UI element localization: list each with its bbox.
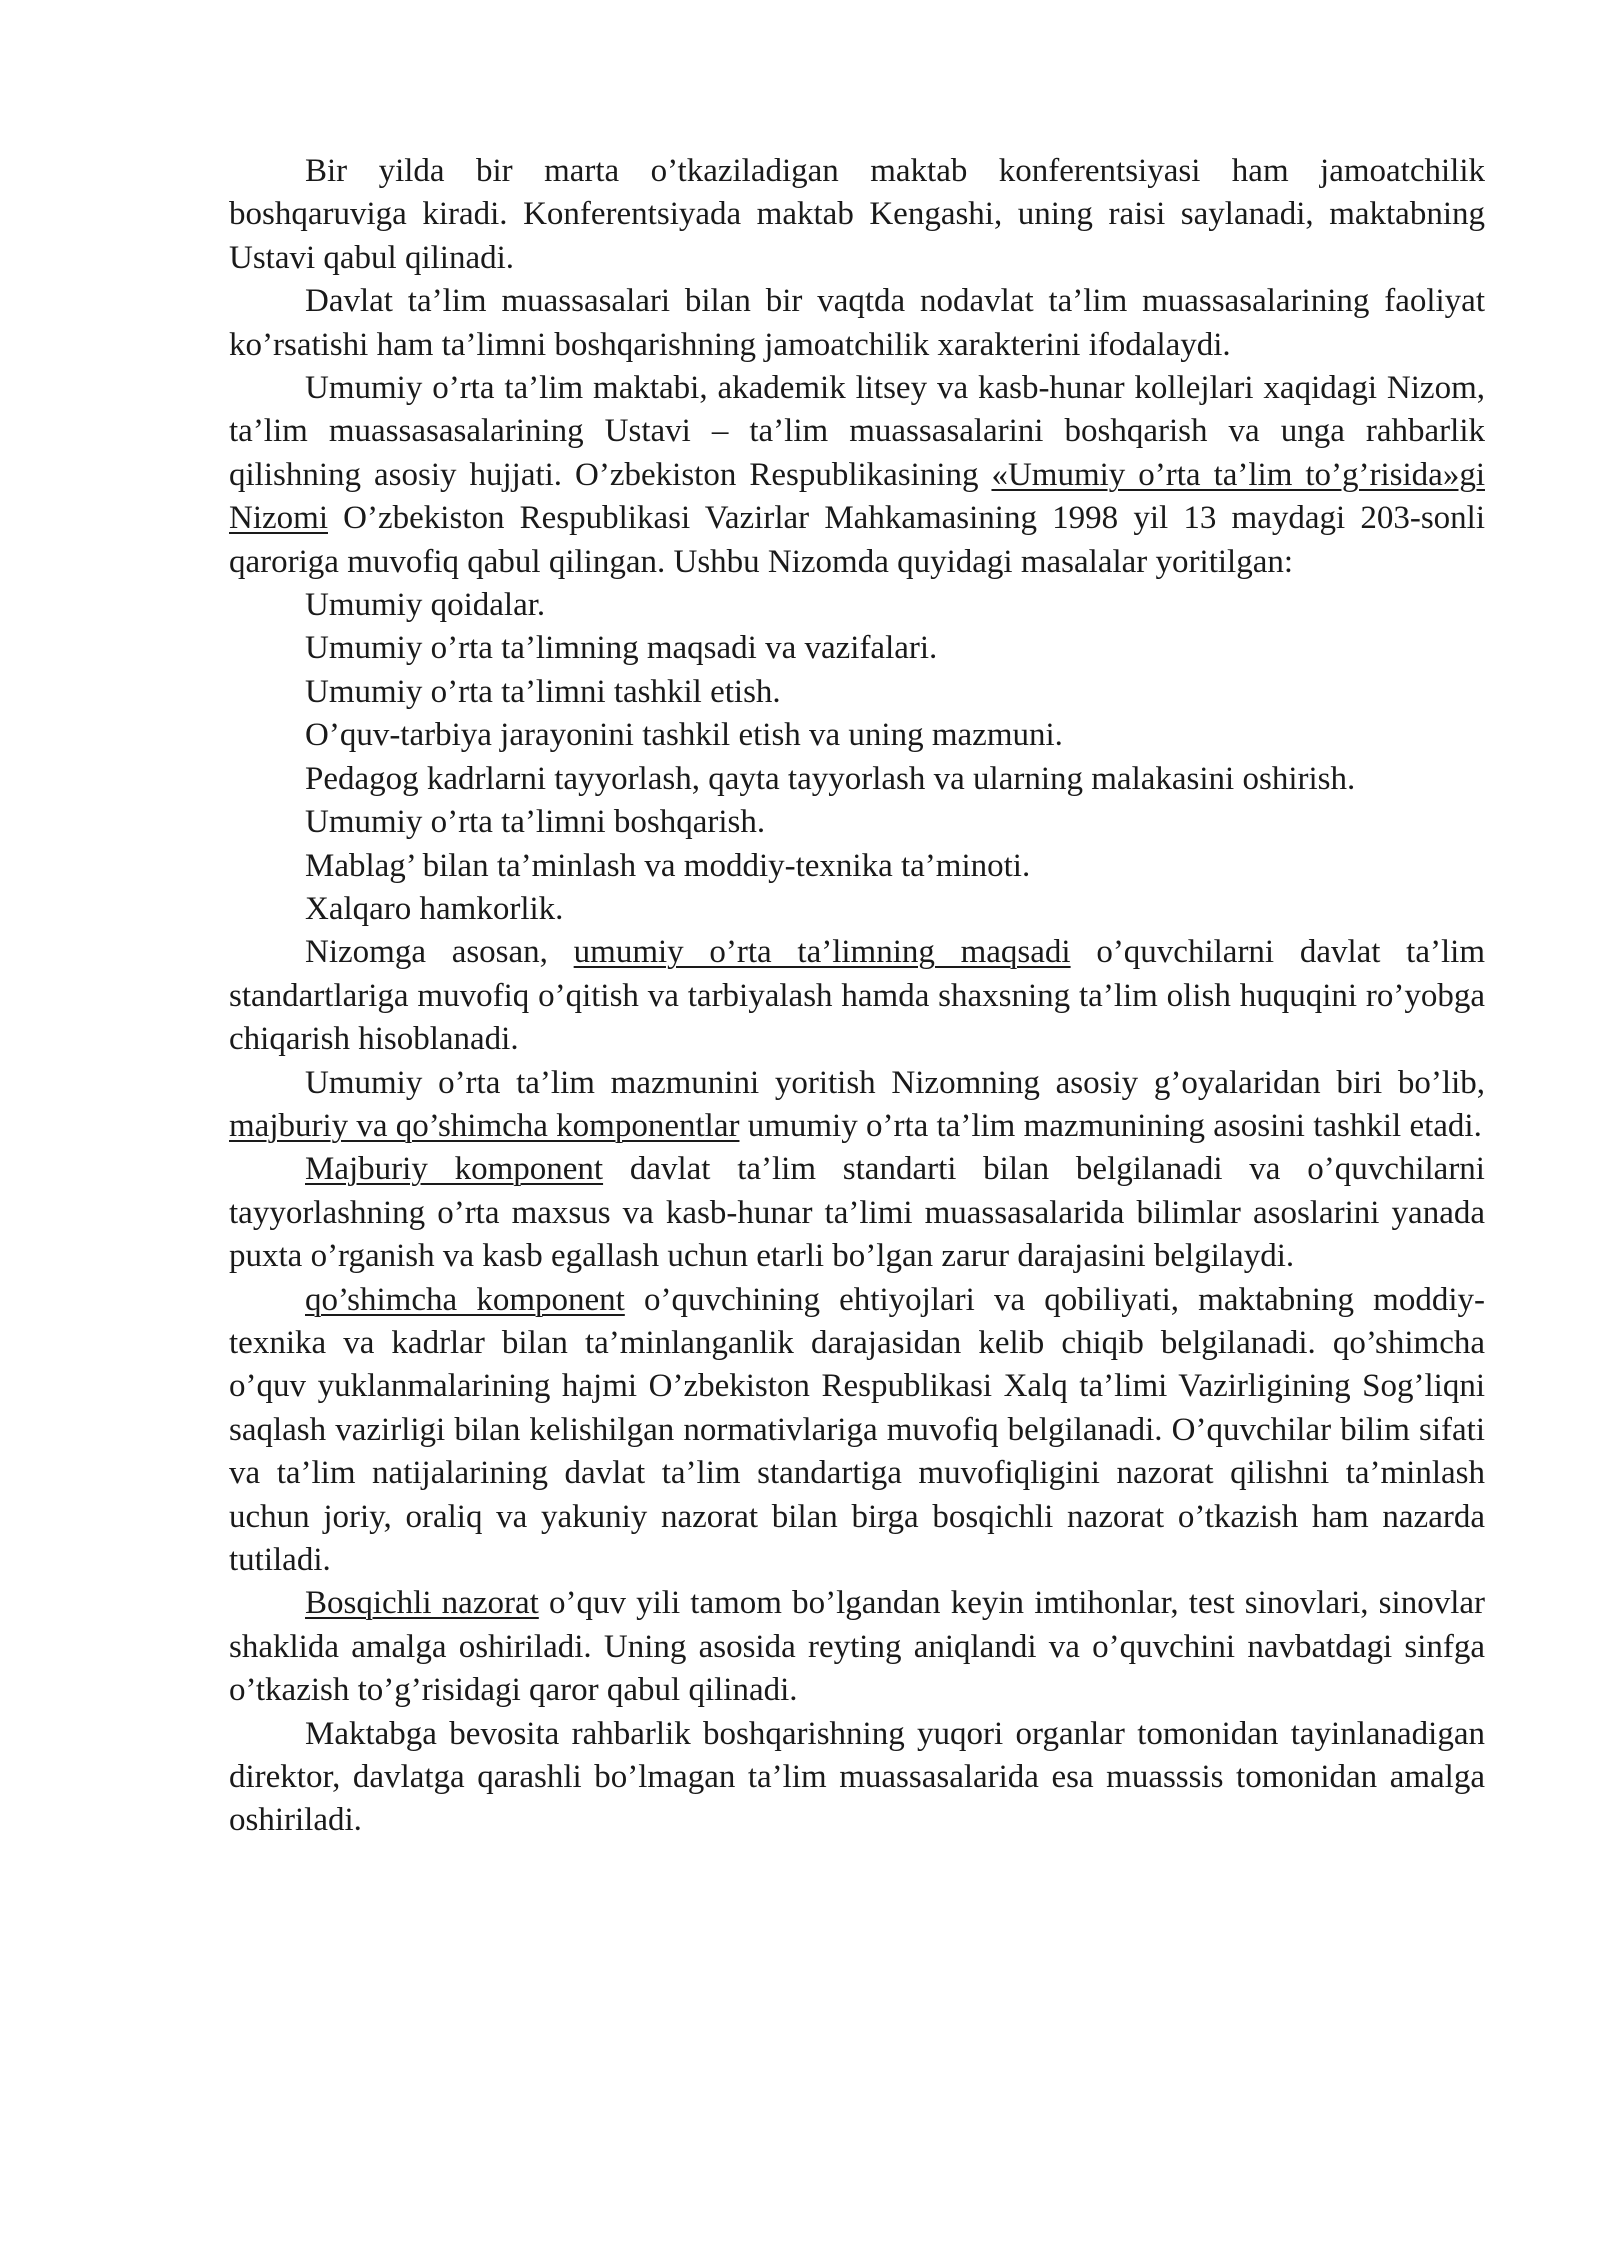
paragraph-additional-component (229, 1279, 1485, 1583)
list-item-general-rules: Umumiy qoidalar. (305, 587, 546, 624)
paragraph-non-state-institutions: Davlat ta’lim muassasalari bilan bir vaqtda nodavlat ta’lim muassasalarining faoliyat ko’rsatishi ham ta’limni boshqarishning jamoatchilik xarakterini ifodalaydi. (229, 283, 1485, 363)
list-item-management: Umumiy o’rta ta’limni boshqarish. (305, 804, 766, 841)
paragraph-text: o’quvchining ehtiyojlari va qobiliyati, maktabning moddiy-texnika va kadrlar bilan ta’minlanganlik darajasidan kelib chiqib belgilanadi. qo’shimcha o’quv yuklanmalarining hajmi O’zbekiston Respublikasi Xalq ta’limi Vazirligining Sog’liqni saqlash vazirligi bilan kelishilgan normativlariga muvofiq belgilanadi. O’quvchilar bilim sifati va ta’lim natijalarining davlat ta’lim standartiga muvofiqligini nazorat qilishni ta’minlash uchun joriy, oraliq va yakuniy nazorat bilan birga bosqichli nazorat o’tkazish ham nazarda tutiladi. (229, 1281, 1485, 1578)
underlined-term-mandatory-component: Majburiy komponent (305, 1151, 604, 1188)
paragraph-school-conference: Bir yilda bir marta o’tkaziladigan maktab konferentsiyasi ham jamoatchilik boshqaruviga kiradi. Konferentsiyada maktab Kengashi, uning raisi saylanadi, maktabning Ustavi qabul qilinadi. (229, 153, 1485, 276)
underlined-term-components: majburiy va qo’shimcha komponentlar (229, 1107, 740, 1144)
paragraph-regulation-intro (229, 367, 1485, 584)
underlined-term-additional-component: qo’shimcha komponent (305, 1281, 625, 1318)
underlined-term-education-goal: umumiy o’rta ta’limning maqsadi (573, 934, 1071, 971)
paragraph-mandatory-component (229, 1148, 1485, 1278)
paragraph-school-director: Maktabga bevosita rahbarlik boshqarishning yuqori organlar tomonidan tayinlanadigan direktor, davlatga qarashli bo’lmagan ta’lim muassasalarida esa muasssis tomonidan amalga oshiriladi. (229, 1715, 1485, 1839)
list-item-funding: Mablag’ bilan ta’minlash va moddiy-texnika ta’minoti. (305, 847, 1031, 884)
list-item-goals-tasks: Umumiy o’rta ta’limning maqsadi va vazifalari. (305, 630, 938, 667)
paragraph-text: davlat ta’lim standarti bilan belgilanadi va o’quvchilarni tayyorlashning o’rta maxsus va kasb-hunar ta’limi muassasalarida bilimlar asoslarini yanada puxta o’rganish va kasb egallash uchun etarli bo’lgan zarur darajasini belgilaydi. (229, 1151, 1485, 1275)
list-item-organization: Umumiy o’rta ta’limni tashkil etish. (305, 673, 781, 710)
document-page (229, 150, 1485, 1843)
list-item-educational-process: O’quv-tarbiya jarayonini tashkil etish va uning mazmuni. (305, 717, 1063, 754)
list-item-international-cooperation: Xalqaro hamkorlik. (305, 890, 564, 927)
paragraph-text: O’zbekiston Respublikasi Vazirlar Mahkamasining 1998 yil 13 maydagi 203-sonli qaroriga muvofiq qabul qilingan. Ushbu Nizomda quyidagi masalalar yoritilgan: (229, 500, 1485, 580)
underlined-term-stage-control: Bosqichli nazorat (305, 1585, 539, 1622)
paragraph-text: Umumiy o’rta ta’lim mazmunini yoritish Nizomning asosiy g’oyalaridan biri bo’lib, (305, 1064, 1485, 1101)
list-item-teacher-training: Pedagog kadrlarni tayyorlash, qayta tayyorlash va ularning malakasini oshirish. (305, 760, 1356, 797)
paragraph-text: o’quvchilarni davlat ta’lim standartlariga muvofiq o’qitish va tarbiyalash hamda shaxsning ta’lim olish huquqini ro’yobga chiqarish hisoblanadi. (229, 934, 1485, 1058)
underlined-term-regulation: «Umumiy o’rta ta’lim to’g’risida»gi Nizomi (229, 456, 1485, 537)
paragraph-text: o’quv yili tamom bo’lgandan keyin imtihonlar, test sinovlari, sinovlar shaklida amalga oshiriladi. Uning asosida reyting aniqlandi va o’quvchini navbatdagi sinfga o’tkazish to’g’risidagi qaror qabul qilinadi. (229, 1585, 1485, 1709)
paragraph-text: Nizomga asosan, (305, 934, 574, 971)
paragraph-text: umumiy o’rta ta’lim mazmunining asosini tashkil etadi. (739, 1107, 1482, 1144)
paragraph-text: Umumiy o’rta ta’lim maktabi, akademik litsey va kasb-hunar kollejlari xaqidagi Nizom, ta’lim muassasasalarining Ustavi – ta’lim muassasalarini boshqarish va unga rahbarlik qilishning asosiy hujjati. O’zbekiston Respublikasining (229, 370, 1485, 493)
paragraph-stage-control (229, 1582, 1485, 1712)
paragraph-education-goal (229, 931, 1485, 1061)
paragraph-education-content (229, 1062, 1485, 1149)
